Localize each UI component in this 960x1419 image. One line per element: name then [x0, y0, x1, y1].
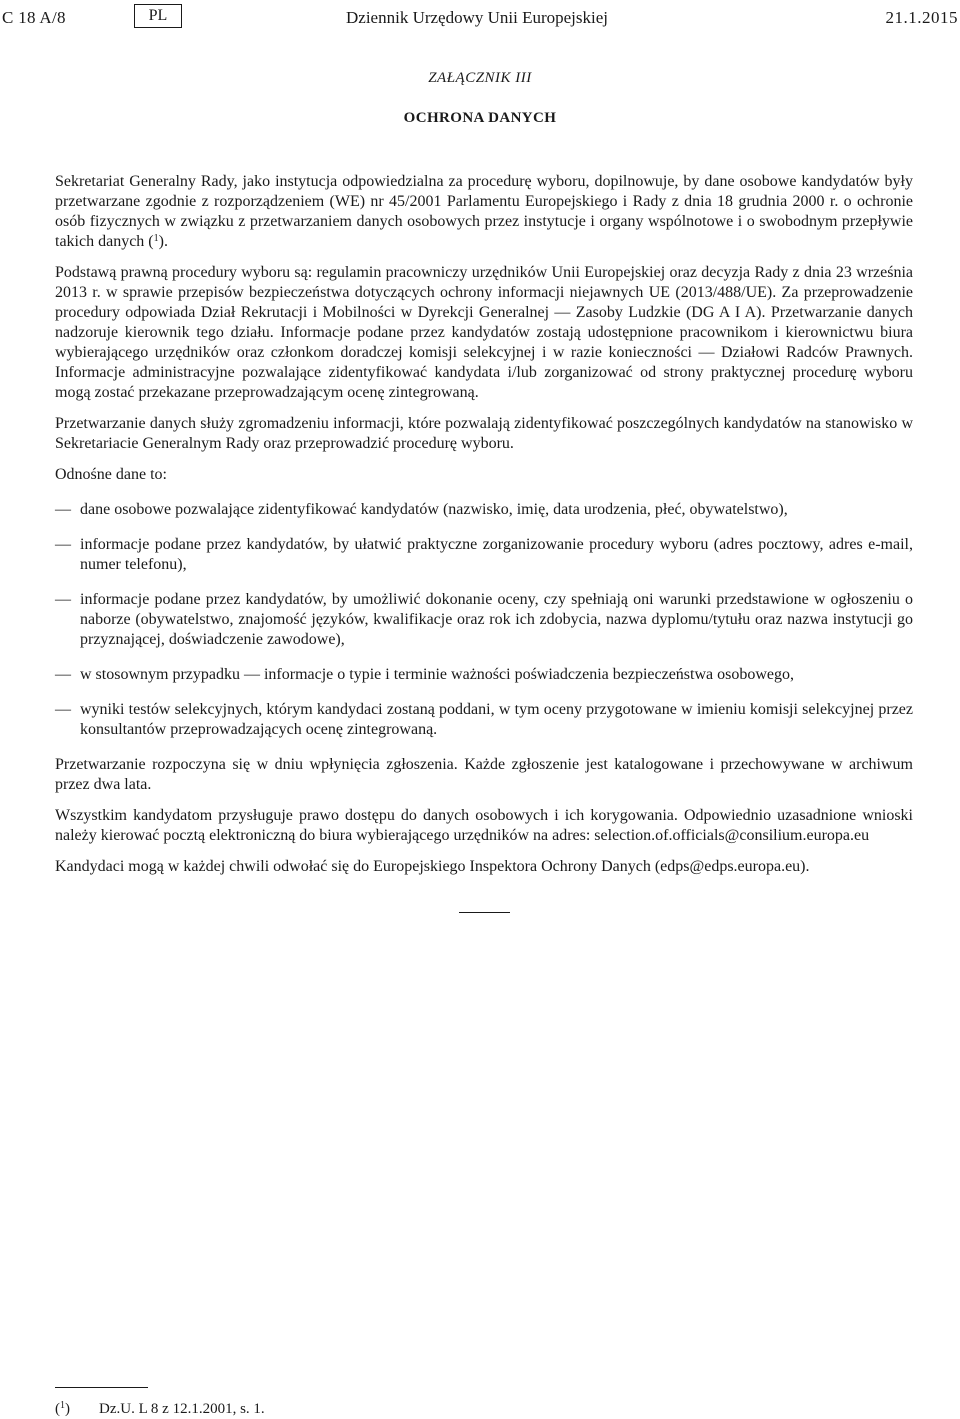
page-header — [0, 4, 960, 30]
journal-reference: C 18 A/8 — [2, 8, 66, 27]
list-item — [55, 665, 913, 685]
language-badge: PL — [134, 4, 182, 28]
dash-bullet: — — [55, 591, 71, 608]
list-item-text: informacje podane przez kandydatów, by umożliwić dokonanie oceny, czy spełniają oni warunki przedstawione w ogłoszeniu o naborze (obywatelstwo, znajomość języków, kwalifikacje oraz rok ich zdobycia, nazwa dyplomu/tytułu oraz nazwa instytucji go przyznającej, doświadczenie zawodowe), — [80, 591, 913, 648]
footnote-paren-close: ) — [65, 1401, 70, 1417]
footnote-marker — [55, 1401, 70, 1417]
journal-title: Dziennik Urzędowy Unii Europejskiej — [346, 8, 609, 27]
list-item — [55, 535, 913, 575]
paragraph-data-intro: Odnośne dane to: — [55, 466, 167, 483]
footnote-separator — [55, 1387, 148, 1388]
footnote-number: 1 — [60, 1400, 65, 1411]
page-title: OCHRONA DANYCH — [403, 110, 557, 126]
paragraph-controller — [55, 172, 913, 252]
dash-bullet: — — [55, 701, 71, 718]
footnote-paren-open: ( — [55, 1401, 60, 1417]
paragraph-edps: Kandydaci mogą w każdej chwili odwołać się do Europejskiego Inspektora Ochrony Danych (edps@edps.europa.eu). — [55, 858, 810, 875]
list-item-text: dane osobowe pozwalające zidentyfikować kandydatów (nazwisko, imię, data urodzenia, płeć, obywatelstwo), — [80, 501, 788, 518]
dash-bullet: — — [55, 536, 71, 553]
list-item — [55, 500, 913, 520]
end-of-text-rule — [459, 912, 510, 913]
paragraph-text-end: ). — [158, 233, 168, 250]
list-item — [55, 700, 913, 740]
document-body — [55, 172, 913, 888]
dash-bullet: — — [55, 501, 71, 518]
list-item — [55, 590, 913, 650]
footnote-reference: 1 — [153, 233, 159, 244]
list-item-text: wyniki testów selekcyjnych, którym kandydaci zostaną poddani, w tym oceny przygotowane w imieniu komisji selekcyjnej przez konsultantów przeprowadzających ocenę zintegrowaną. — [80, 701, 913, 738]
list-item-text: w stosownym przypadku — informacje o typie i terminie ważności poświadczenia bezpieczeństwa osobowego, — [80, 666, 795, 683]
paragraph-text: Sekretariat Generalny Rady, jako instytucja odpowiedzialna za procedurę wyboru, dopilnowuje, by dane osobowe kandydatów były przetwarzane zgodnie z rozporządzeniem (WE) nr 45/2001 Parlamentu Europejskiego i Rady z dnia 18 grudnia 2000 r. o ochronie osób fizycznych w związku z przetwarzaniem danych osobowych przez instytucje i organy wspólnotowe i o swobodnym przepływie takich danych ( — [55, 173, 913, 250]
footnote-text: Dz.U. L 8 z 12.1.2001, s. 1. — [99, 1401, 265, 1417]
data-list — [55, 500, 913, 740]
paragraph-legal-basis: Podstawą prawną procedury wyboru są: regulamin pracowniczy urzędników Unii Europejskiej oraz decyzja Rady z dnia 23 września 2013 r. w sprawie przepisów bezpieczeństwa dotyczących ochrony informacji niejawnych UE (2013/488/UE). Za przeprowadzenie procedury odpowiada Dział Rekrutacji i Mobilności w Dyrekcji Generalnej — Zasoby Ludzkie (DG A I A). Przetwarzanie danych nadzoruje kierownik tego działu. Informacje podane przez kandydatów zostają udostępnione pracownikom i kierownictwu biura wybierającego urzędników oraz członkom doradczej komisji selekcyjnej i w razie konieczności — Działowi Radców Prawnych. Informacje administracyjne pozwalające zidentyfikować kandydata i/lub zorganizować od strony praktycznej procedurę wyboru mogą zostać przekazane przeprowadzającym ocenę zintegrowaną. — [55, 264, 913, 401]
footnote — [55, 1400, 265, 1418]
paragraph-purpose: Przetwarzanie danych służy zgromadzeniu informacji, które pozwalają zidentyfikować poszczególnych kandydatów na stanowisko w Sekretariacie Generalnym Rady oraz przeprowadzić procedurę wyboru. — [55, 415, 913, 452]
paragraph-access-rights: Wszystkim kandydatom przysługuje prawo dostępu do danych osobowych i ich korygowania. Odpowiednio uzasadnione wnioski należy kierować pocztą elektroniczną do biura wybierającego urzędników na adres: selection.of.officials@consilium.europa.eu — [55, 807, 913, 844]
publication-date: 21.1.2015 — [885, 8, 958, 27]
dash-bullet: — — [55, 666, 71, 683]
paragraph-processing-start: Przetwarzanie rozpoczyna się w dniu wpłynięcia zgłoszenia. Każde zgłoszenie jest katalogowane i przechowywane w archiwum przez dwa lata. — [55, 756, 913, 793]
annex-label: ZAŁĄCZNIK III — [428, 70, 532, 86]
list-item-text: informacje podane przez kandydatów, by ułatwić praktyczne zorganizowanie procedury wyboru (adres pocztowy, adres e-mail, numer telefonu), — [80, 536, 913, 573]
